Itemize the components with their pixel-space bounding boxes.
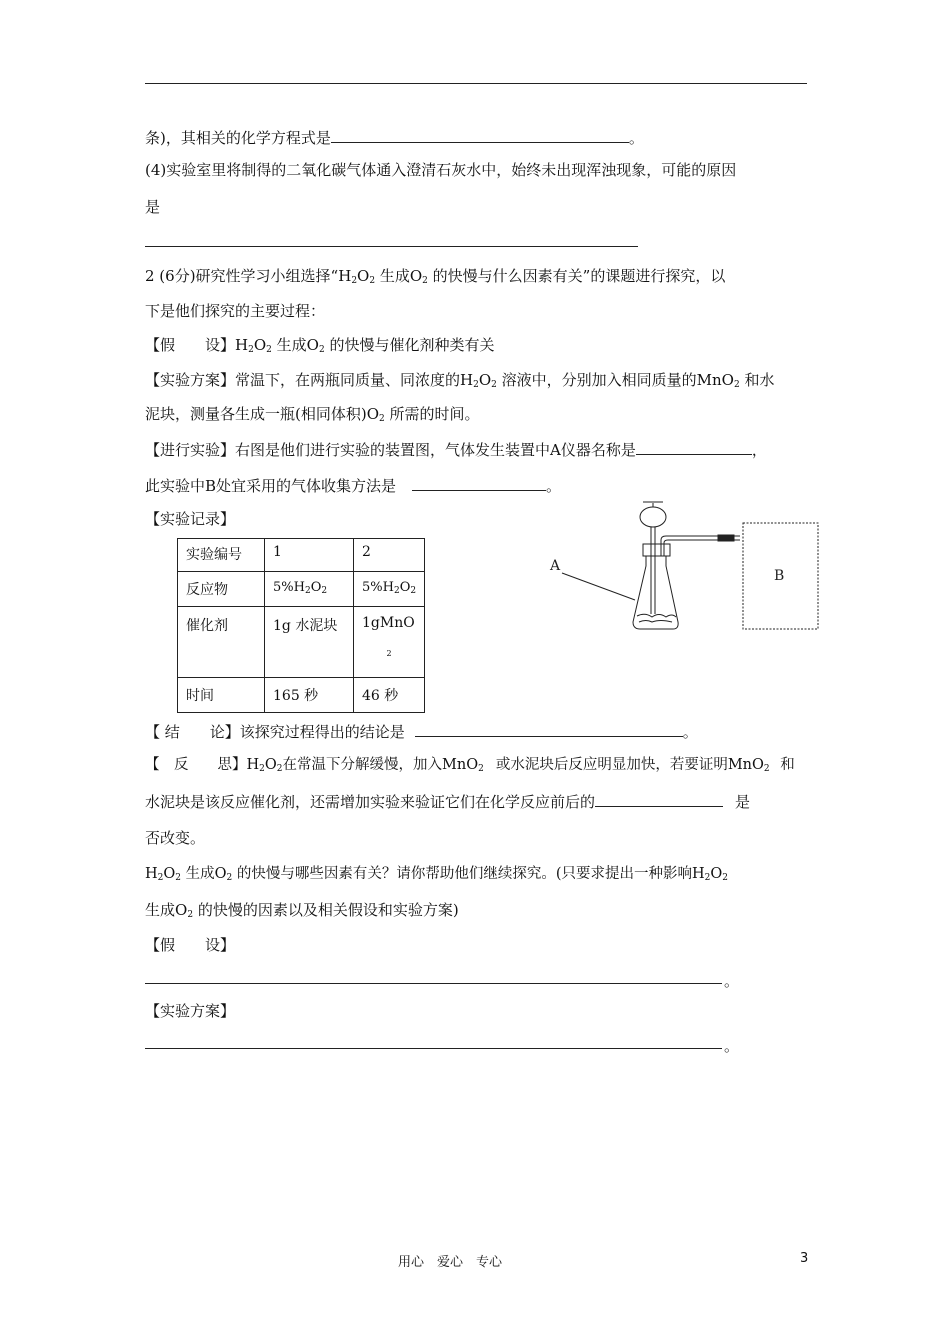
equation-blank[interactable] [331, 128, 629, 143]
subscript: 2 [763, 764, 770, 774]
delivery-tube-inner [664, 540, 740, 556]
equation-line [145, 128, 644, 148]
subscript: 2 [321, 586, 328, 596]
subscript: 2 [393, 586, 400, 596]
subscript: 2 [157, 873, 164, 883]
subscript: 2 [704, 873, 711, 883]
table-cell: 1g 水泥块 [265, 607, 354, 678]
subscript: 2 [226, 873, 233, 883]
hypothesis2-answer-blank[interactable] [145, 983, 722, 984]
extension-line2 [145, 900, 459, 920]
question-4-answer-blank[interactable] [145, 246, 638, 247]
reflection-label: 【 反 思】 [145, 757, 247, 773]
rubber-tube [718, 535, 734, 541]
extension-line [145, 864, 728, 884]
hypothesis2-label: 【假 设】 [145, 936, 236, 954]
table-cell: 1 [265, 539, 354, 572]
reflection-line2-text: 水泥块是该反应催化剂，还需增加实验来验证它们在化学反应前后的 [145, 793, 596, 811]
hyp-text-b: O [253, 336, 267, 354]
apparatus-diagram [540, 498, 830, 638]
conclusion-text: 该探究过程得出的结论是 [239, 723, 405, 741]
plan-text-b: O [478, 371, 492, 389]
table-row [178, 678, 425, 713]
subscript: 2 [410, 586, 417, 596]
table-cell: 时间 [178, 678, 265, 713]
ext-text-e: O [710, 866, 723, 882]
subscript: 2 [276, 764, 283, 774]
table-cell [265, 572, 354, 607]
cell-text: 5%H [273, 580, 305, 595]
hyp-text-a: H [235, 336, 249, 354]
refl-text-b: O [264, 757, 277, 773]
period: 。 [682, 723, 698, 741]
plan2-label: 【实验方案】 [145, 1002, 236, 1020]
question-4-line2 [145, 197, 160, 217]
question-2-line2 [145, 301, 325, 321]
experiment-line2-text: 此实验中B处宜采用的气体收集方法是 [145, 477, 397, 495]
subscript: 2 [175, 873, 182, 883]
cell-text: O [310, 580, 322, 595]
plan2-line [145, 1001, 235, 1021]
record-label: 【实验记录】 [145, 510, 236, 528]
footer-motto: 用心 爱心 专心 [398, 1255, 503, 1270]
subscript: 2 [379, 414, 385, 424]
funnel-bulb [640, 507, 666, 527]
hyp-text-d: 的快慢与催化剂种类有关 [324, 336, 495, 354]
experiment-record-table [177, 538, 425, 713]
ext-text-c: 生成O [181, 866, 227, 882]
ext-line2-text-b: 的快慢的因素以及相关假设和实验方案) [193, 901, 459, 919]
subscript: 2 [187, 910, 194, 920]
subscript: 2 [491, 380, 497, 390]
cell-text: 5%H [362, 580, 394, 595]
reflection-line3 [145, 828, 205, 848]
plan-line2 [145, 404, 480, 424]
plan2-answer-blank[interactable] [145, 1048, 722, 1049]
cell-text: O [399, 580, 411, 595]
label-b: B [774, 568, 785, 584]
reflection-line3-text: 否改变。 [145, 829, 206, 847]
page-number: 3 [800, 1251, 809, 1266]
experiment-label: 【进行实验】 [145, 441, 236, 459]
ext-text-a: H [145, 866, 158, 882]
question-2-line [145, 266, 725, 286]
table-cell [354, 572, 425, 607]
q2-text-line2: 下是他们探究的主要过程： [145, 302, 326, 320]
conical-flask [633, 556, 678, 629]
flask-contents [637, 614, 676, 617]
plan-text-c: 溶液中，分别加入相同质量的MnO [496, 371, 734, 389]
period: 。 [628, 129, 644, 147]
conclusion-blank[interactable] [415, 722, 683, 737]
period: 。 [546, 477, 562, 495]
record-line [145, 509, 235, 529]
reflection-line2-end: 是 [735, 793, 751, 811]
instrument-name-blank[interactable] [636, 440, 752, 455]
equation-prompt: 条)，其相关的化学方程式是 [145, 129, 331, 147]
label-a: A [550, 558, 561, 574]
table-cell: 2 [354, 539, 425, 572]
q2-text-b: O [357, 267, 370, 285]
refl-text-c: 在常温下分解缓慢，加入MnO [282, 757, 479, 773]
subscript: 2 [369, 276, 376, 286]
subscript: 2 [478, 764, 484, 774]
table-row [178, 572, 425, 607]
plan-label: 【实验方案】 [145, 371, 236, 389]
flask-stopper [643, 544, 670, 556]
period: 。 [724, 972, 740, 990]
hypothesis-line [145, 335, 494, 355]
experiment-text: 右图是他们进行实验的装置图，气体发生装置中A仪器名称是 [235, 441, 636, 459]
ext-line2-text-a: 生成O [145, 901, 188, 919]
refl-text-a: H [246, 757, 260, 773]
ext-text-b: O [163, 866, 176, 882]
table-cell [354, 607, 425, 678]
refl-text-e: 和 [775, 757, 795, 773]
subscript: 2 [248, 345, 254, 355]
plan-line2-text-b: 所需的时间。 [384, 405, 480, 423]
subscript: 2 [386, 649, 392, 658]
table-cell: 催化剂 [178, 607, 265, 678]
subscript: 2 [422, 276, 428, 286]
subscript: 2 [266, 345, 272, 355]
table-cell: 反应物 [178, 572, 265, 607]
subscript: 2 [733, 380, 740, 390]
table-cell: 实验编号 [178, 539, 265, 572]
experiment-line2 [145, 476, 561, 496]
subscript: 2 [318, 345, 325, 355]
collection-method-blank[interactable] [412, 476, 546, 491]
q2-text-a: 2 (6分)研究性学习小组选择“H [145, 267, 352, 285]
question-4-text: (4)实验室里将制得的二氧化碳气体通入澄清石灰水中，始终未出现浑浊现象，可能的原因 [145, 161, 737, 179]
conclusion-label: 【 结 论】 [145, 723, 240, 741]
flask-contents [639, 621, 672, 623]
plan-line2-text-a: 泥块，测量各生成一瓶(相同体积)O [145, 405, 380, 423]
hypothesis2-line [145, 935, 235, 955]
q2-text-c: 生成O [375, 267, 423, 285]
plan-text-d: 和水 [739, 371, 775, 389]
reflection-line2 [145, 792, 750, 812]
period: 。 [724, 1037, 740, 1055]
experiment-line [145, 440, 767, 460]
question-4-text-cont: 是 [145, 198, 161, 216]
table-cell: 165 秒 [265, 678, 354, 713]
hyp-text-c: 生成O [271, 336, 319, 354]
question-4-line [145, 160, 736, 180]
refl-text-d: 或水泥块后反应明显加快，若要证明MnO [495, 757, 764, 773]
reflection-line [145, 755, 795, 775]
plan-text-a: 常温下，在两瓶同质量、同浓度的H [235, 371, 474, 389]
reflection-blank[interactable] [595, 792, 723, 807]
subscript: 2 [722, 873, 729, 883]
subscript: 2 [304, 586, 311, 596]
subscript: 2 [351, 276, 358, 286]
subscript: 2 [473, 380, 479, 390]
label-a-pointer [562, 573, 635, 600]
conclusion-line [145, 722, 698, 742]
cell-text: 1gMnO [362, 615, 415, 631]
subscript: 2 [259, 764, 265, 774]
q2-text-d: 的快慢与什么因素有关”的课题进行探究，以 [427, 267, 726, 285]
ext-text-d: 的快慢与哪些因素有关？请你帮助他们继续探究。(只要求提出一种影响H [232, 866, 705, 882]
hypothesis-label: 【假 设】 [145, 336, 236, 354]
comma: ， [751, 441, 767, 459]
table-cell: 46 秒 [354, 678, 425, 713]
table-row [178, 607, 425, 678]
table-row [178, 539, 425, 572]
plan-line [145, 370, 775, 390]
header-rule [145, 83, 807, 84]
